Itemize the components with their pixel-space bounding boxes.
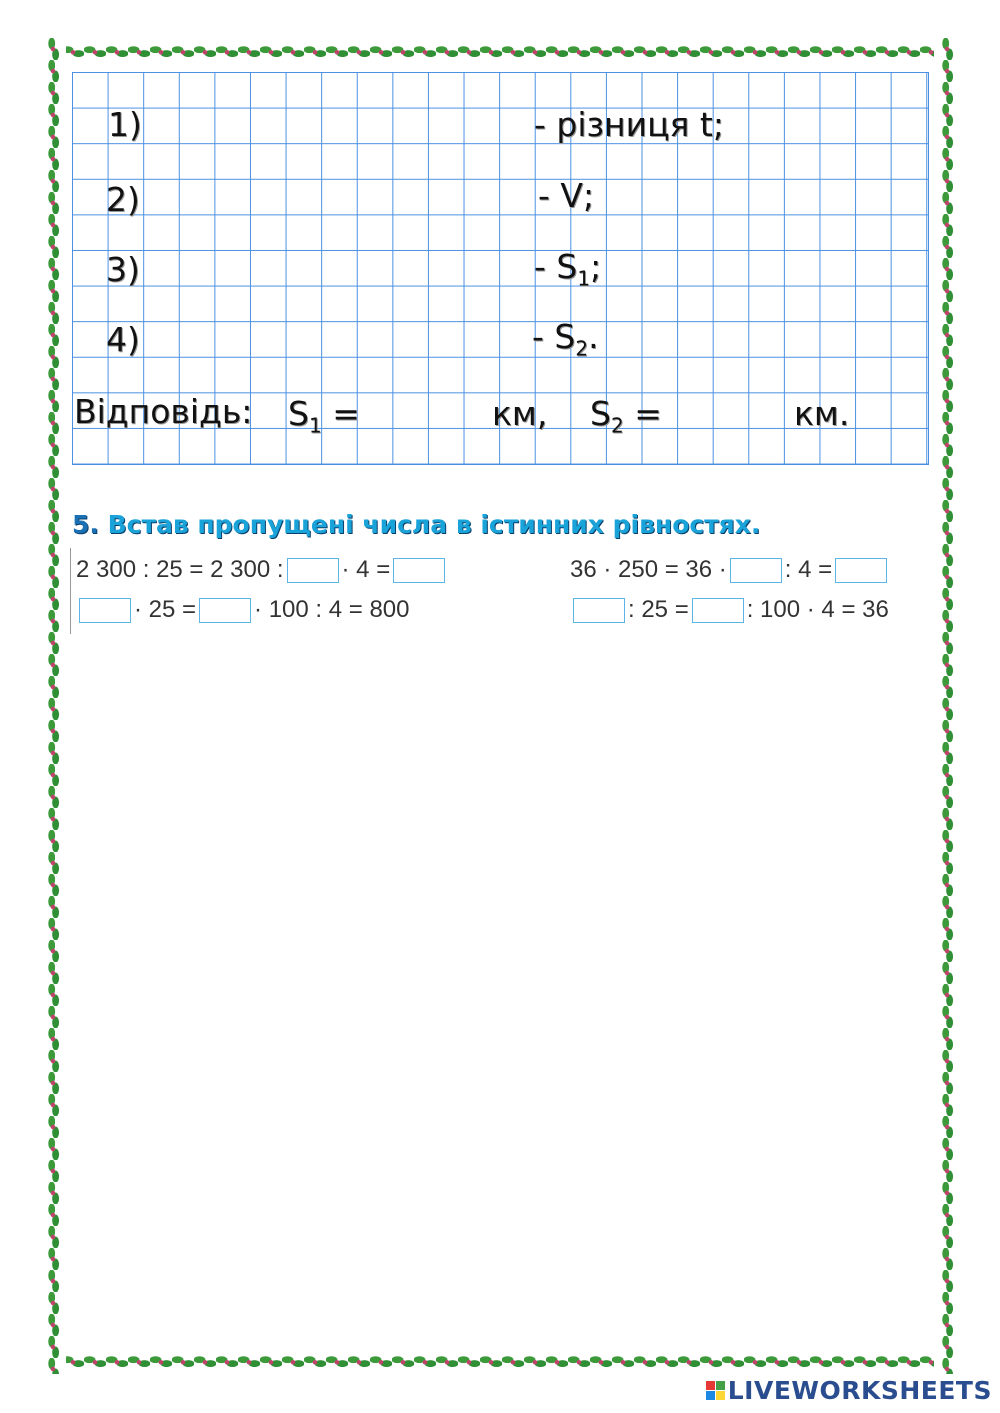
equation-right-2-part-c: : 100 · 4 = 36 bbox=[746, 596, 889, 623]
answer-box-right-1b[interactable] bbox=[835, 558, 887, 583]
task-5-number: 5. bbox=[72, 510, 99, 539]
answer-box-left-2a[interactable] bbox=[79, 598, 131, 623]
brand-name: LIVEWORKSHEETS bbox=[727, 1376, 992, 1405]
equation-left-1-part-a: 2 300 : 25 = 2 300 : bbox=[76, 556, 284, 583]
row-1-index: 1) bbox=[108, 105, 142, 144]
holly-border-right bbox=[934, 38, 960, 1374]
answer-box-left-1a[interactable] bbox=[287, 558, 339, 583]
holly-border-left bbox=[40, 38, 66, 1374]
answer-prefix: Відповідь: bbox=[74, 392, 253, 431]
task-5-title bbox=[72, 510, 760, 539]
equation-right-2-part-b: : 25 = bbox=[628, 596, 689, 623]
brand-squares-icon bbox=[706, 1381, 725, 1400]
holly-border-top bbox=[40, 38, 960, 64]
answer-box-left-2b[interactable] bbox=[199, 598, 251, 623]
row-2-label: - V; bbox=[538, 176, 595, 215]
equation-left-2-part-c: · 100 : 4 = 800 bbox=[254, 596, 410, 623]
answer-box-right-2a[interactable] bbox=[573, 598, 625, 623]
row-2-index: 2) bbox=[106, 180, 140, 219]
brand-square-yellow bbox=[716, 1391, 725, 1400]
answer-s2: $S_2$ = bbox=[590, 394, 662, 438]
answer-box-right-1a[interactable] bbox=[730, 558, 782, 583]
answer-s1: $S_1$ = bbox=[288, 394, 360, 438]
row-4-index: 4) bbox=[106, 320, 140, 359]
equation-right-1-part-a: 36 · 250 = 36 · bbox=[570, 556, 727, 583]
row-3-index: 3) bbox=[106, 250, 140, 289]
brand-square-red bbox=[706, 1381, 715, 1390]
brand-square-blue bbox=[706, 1391, 715, 1400]
answer-box-right-2b[interactable] bbox=[692, 598, 744, 623]
brand-square-green bbox=[716, 1381, 725, 1390]
task-5-text: Встав пропущені числа в істинних рівностях. bbox=[107, 510, 761, 539]
equation-left-2-part-b: · 25 = bbox=[134, 596, 197, 623]
answer-unit1: км, bbox=[492, 394, 548, 433]
equation-left-2 bbox=[76, 596, 410, 624]
equation-right-2 bbox=[570, 596, 889, 624]
equation-left-1-part-b: · 4 = bbox=[341, 556, 391, 583]
answer-box-left-1b[interactable] bbox=[393, 558, 445, 583]
row-4-label: - $S_2$. bbox=[532, 317, 599, 361]
answer-unit2: км. bbox=[794, 394, 850, 433]
holly-border-bottom bbox=[40, 1348, 960, 1374]
equation-right-1-part-b: : 4 = bbox=[784, 556, 833, 583]
equation-right-1 bbox=[570, 556, 890, 584]
divider-line bbox=[70, 548, 71, 634]
liveworksheets-logo bbox=[706, 1376, 992, 1405]
row-1-label: - різниця t; bbox=[534, 105, 724, 144]
row-3-label: - $S_1$; bbox=[534, 247, 602, 291]
equation-left-1 bbox=[76, 556, 448, 584]
